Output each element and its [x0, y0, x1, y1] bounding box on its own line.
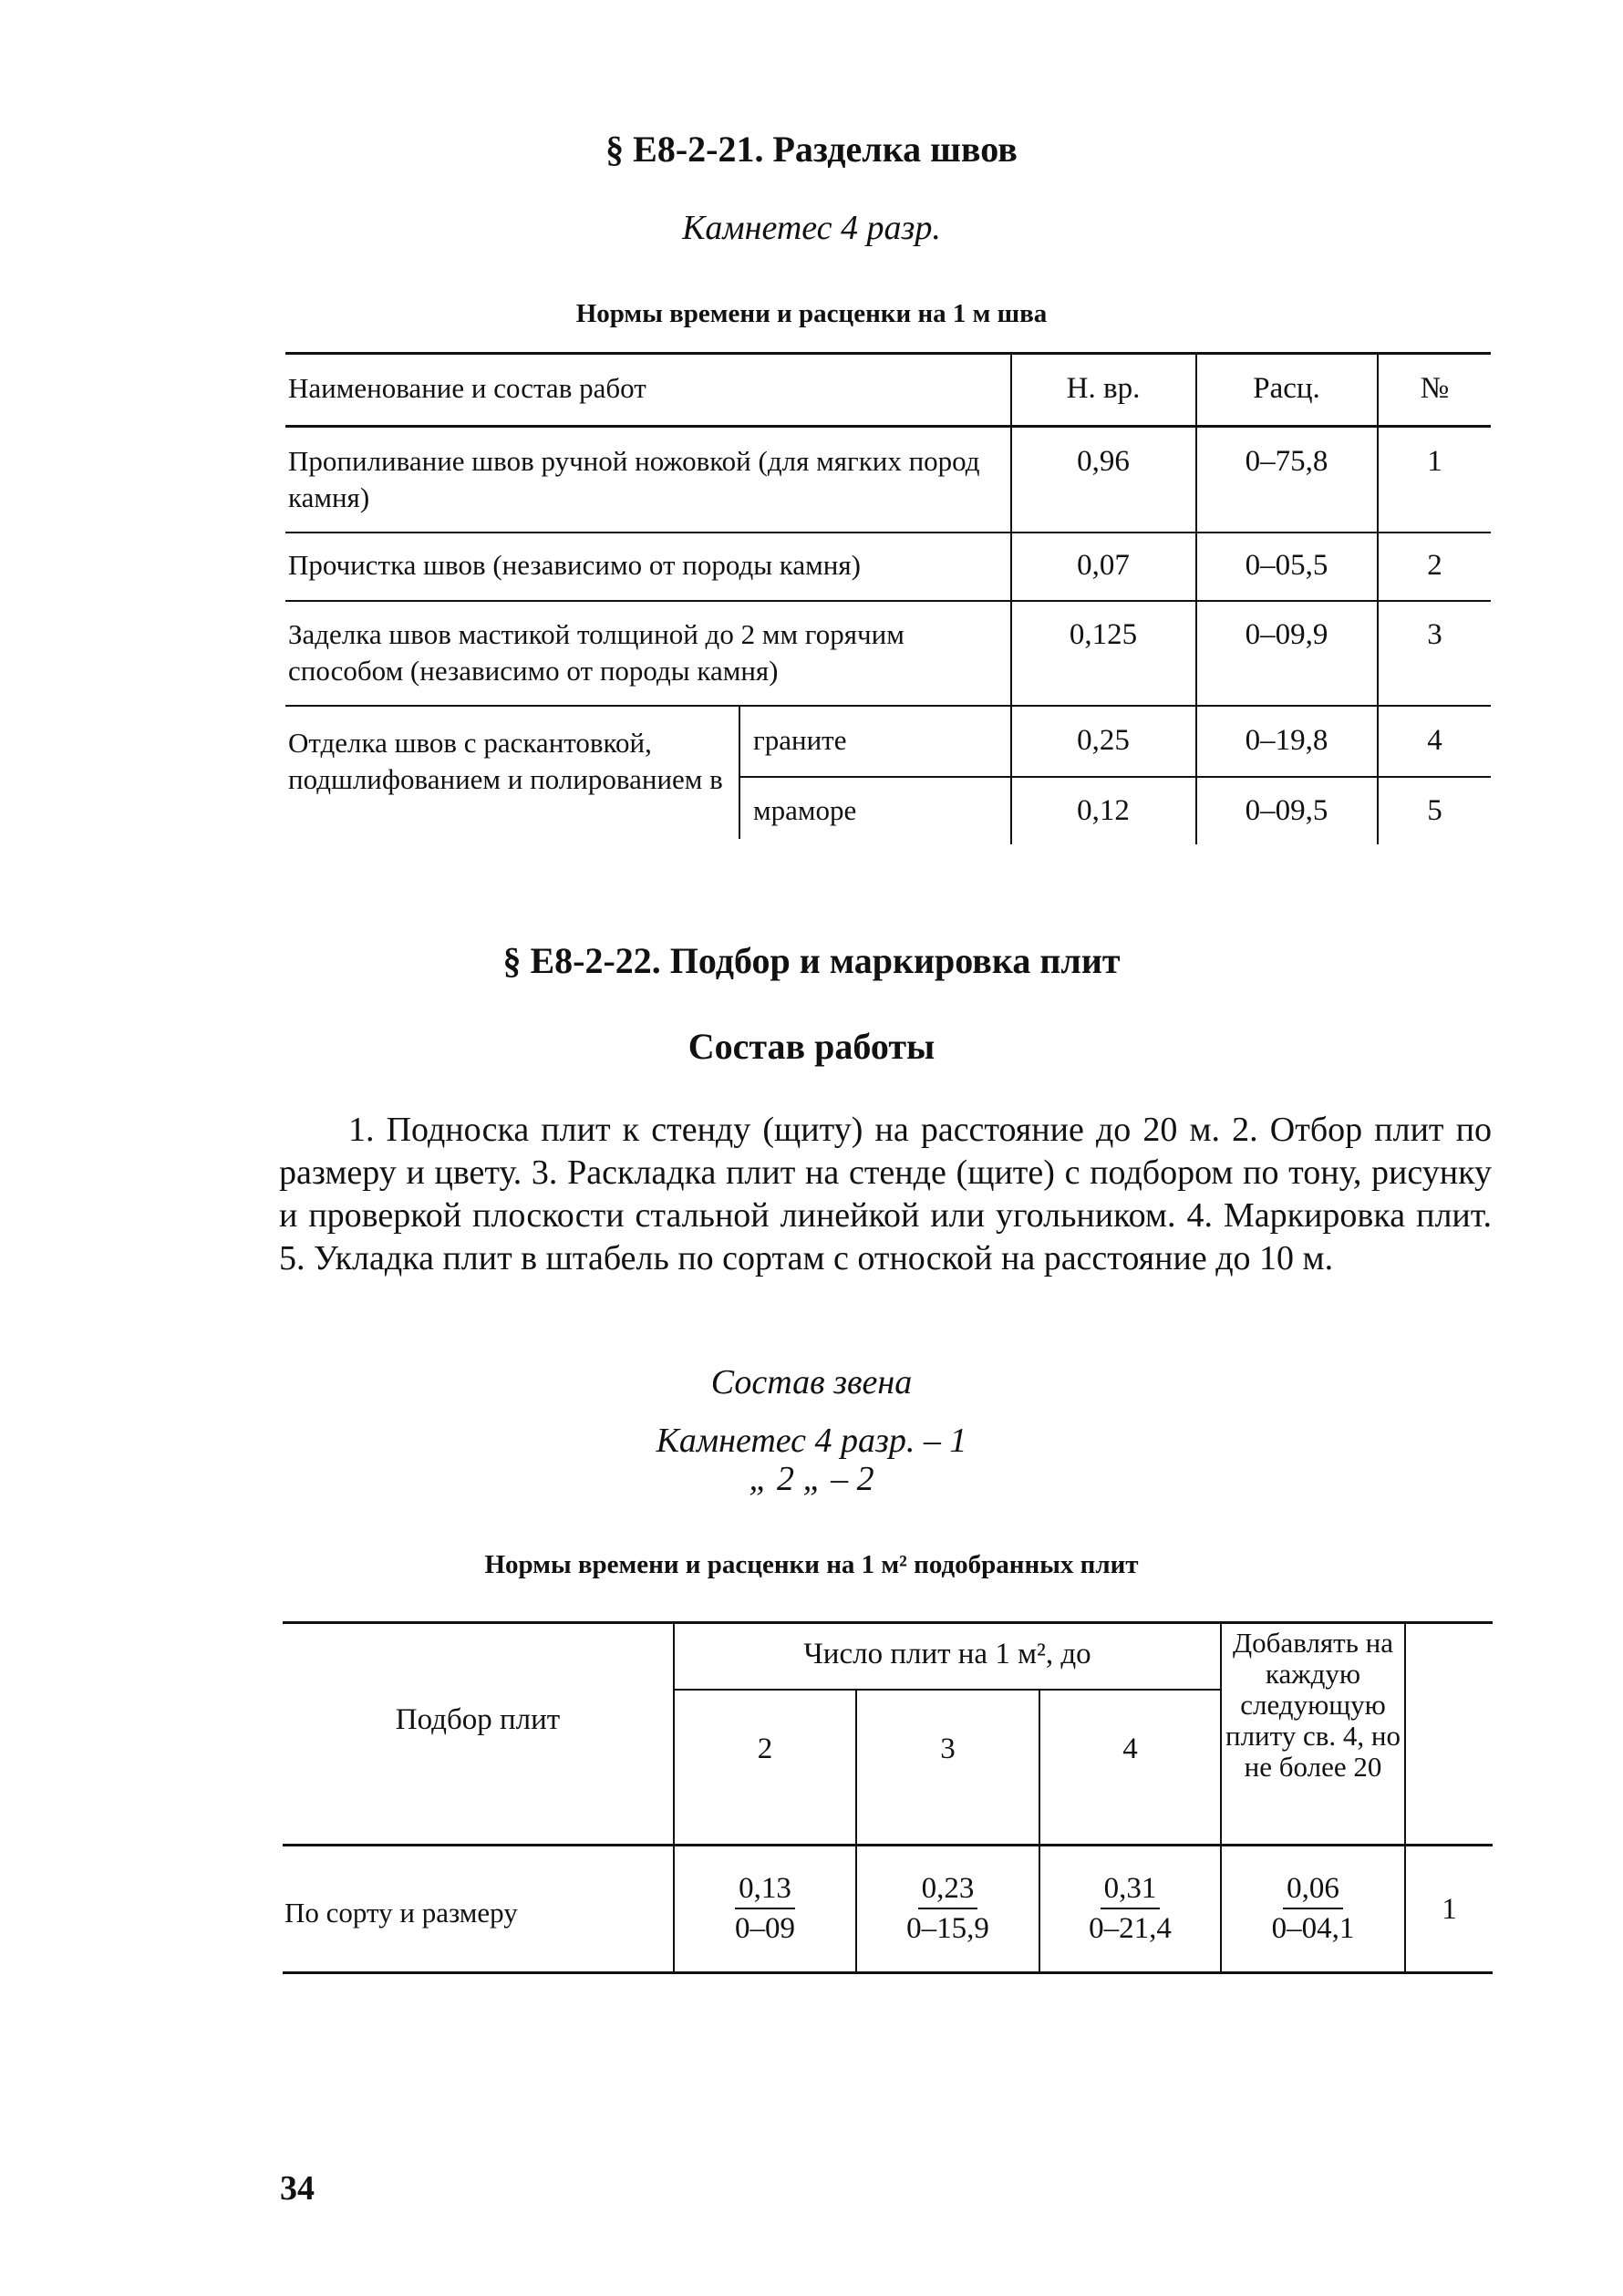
- cell-rate: 0–21,4: [1089, 1912, 1172, 1945]
- group-name: Отделка швов с раскантовкой, подшлифованием и полированием в: [288, 727, 723, 795]
- crew-line-1: Камнетес 4 разр. – 1: [656, 1422, 967, 1460]
- row-no: 2: [1427, 549, 1442, 582]
- section2-subtitle: Состав работы: [687, 1026, 936, 1067]
- row-hvr: 0,12: [1077, 794, 1130, 827]
- crew-line-2: „ 2 „ – 2: [749, 1460, 874, 1498]
- table2-col-2: 2: [757, 1732, 773, 1765]
- row-rasc: 0–75,8: [1245, 445, 1328, 478]
- page-number: 34: [280, 2169, 315, 2208]
- crew-title: Состав звена: [710, 1363, 913, 1401]
- section1-table-caption: Нормы времени и расценки на 1 м шва: [575, 299, 1048, 328]
- row-hvr: 0,25: [1077, 724, 1130, 757]
- row-sub: мраморе: [753, 794, 857, 826]
- row-name: Пропиливание швов ручной ножовкой (для мягких пород камня): [288, 445, 980, 513]
- table1-header-hvr: Н. вр.: [1066, 372, 1141, 405]
- row-hvr: 0,96: [1077, 445, 1130, 478]
- row-no: 5: [1427, 794, 1442, 827]
- table2-header-group: Число плит на 1 м², до: [803, 1638, 1091, 1670]
- cell-rate: 0–04,1: [1271, 1912, 1355, 1945]
- cell-norm: 0,23: [918, 1869, 978, 1909]
- table2-header-name: Подбор плит: [395, 1703, 561, 1736]
- table1-header-no: №: [1420, 372, 1450, 405]
- table2-col-4: 4: [1122, 1732, 1138, 1765]
- row-sub: граните: [753, 724, 847, 756]
- row-cell: [1222, 1869, 1404, 1948]
- cell-norm: 0,13: [735, 1869, 795, 1909]
- row-cell: [1040, 1869, 1220, 1948]
- cell-norm: 0,31: [1101, 1869, 1161, 1909]
- section1-title: § Е8-2-21. Разделка швов: [605, 129, 1018, 170]
- row-rasc: 0–19,8: [1245, 724, 1328, 757]
- row-name: Прочистка швов (независимо от породы камня): [288, 549, 861, 581]
- table2-col-3: 3: [940, 1732, 956, 1765]
- table1-header-rasc: Расц.: [1253, 372, 1320, 405]
- row-rasc: 0–09,9: [1245, 618, 1328, 651]
- row-no: 3: [1427, 618, 1442, 651]
- cell-rate: 0–09: [735, 1912, 795, 1945]
- row-no: 1: [1442, 1893, 1457, 1926]
- section2-title: § Е8-2-22. Подбор и маркировка плит: [502, 940, 1121, 981]
- row-no: 4: [1427, 724, 1442, 757]
- table1-header-name: Наименование и состав работ: [288, 372, 646, 404]
- row-name: Заделка швов мастикой толщиной до 2 мм горячим способом (независимо от породы камня): [288, 618, 905, 687]
- cell-rate: 0–15,9: [906, 1912, 989, 1945]
- row-cell: [675, 1869, 855, 1948]
- row-hvr: 0,125: [1069, 618, 1138, 651]
- row-name: По сорту и размеру: [284, 1897, 518, 1929]
- cell-norm: 0,06: [1283, 1869, 1343, 1909]
- row-rasc: 0–05,5: [1245, 549, 1328, 582]
- table2-add-header: Добавлять на каждую следующую плиту св. 4, но не более 20: [1225, 1627, 1401, 1783]
- work-description: 1. Подноска плит к стенду (щиту) на расстояние до 20 м. 2. Отбор плит по размеру и цвету. 3. Раскладка плит на стенде (щите) с подбором по тону, рисунку и проверкой плоскости стальной линейкой или угольником. 4. Маркировка плит. 5. Укладка плит в штабель по сортам с отноской на расстояние до 10 м.: [279, 1111, 1492, 1277]
- row-no: 1: [1427, 445, 1442, 478]
- section2-table-caption: Нормы времени и расценки на 1 м² подобранных плит: [484, 1550, 1139, 1579]
- row-rasc: 0–09,5: [1245, 794, 1328, 827]
- section1-worker: Камнетес 4 разр.: [682, 209, 941, 247]
- row-cell: [857, 1869, 1039, 1948]
- row-hvr: 0,07: [1077, 549, 1130, 582]
